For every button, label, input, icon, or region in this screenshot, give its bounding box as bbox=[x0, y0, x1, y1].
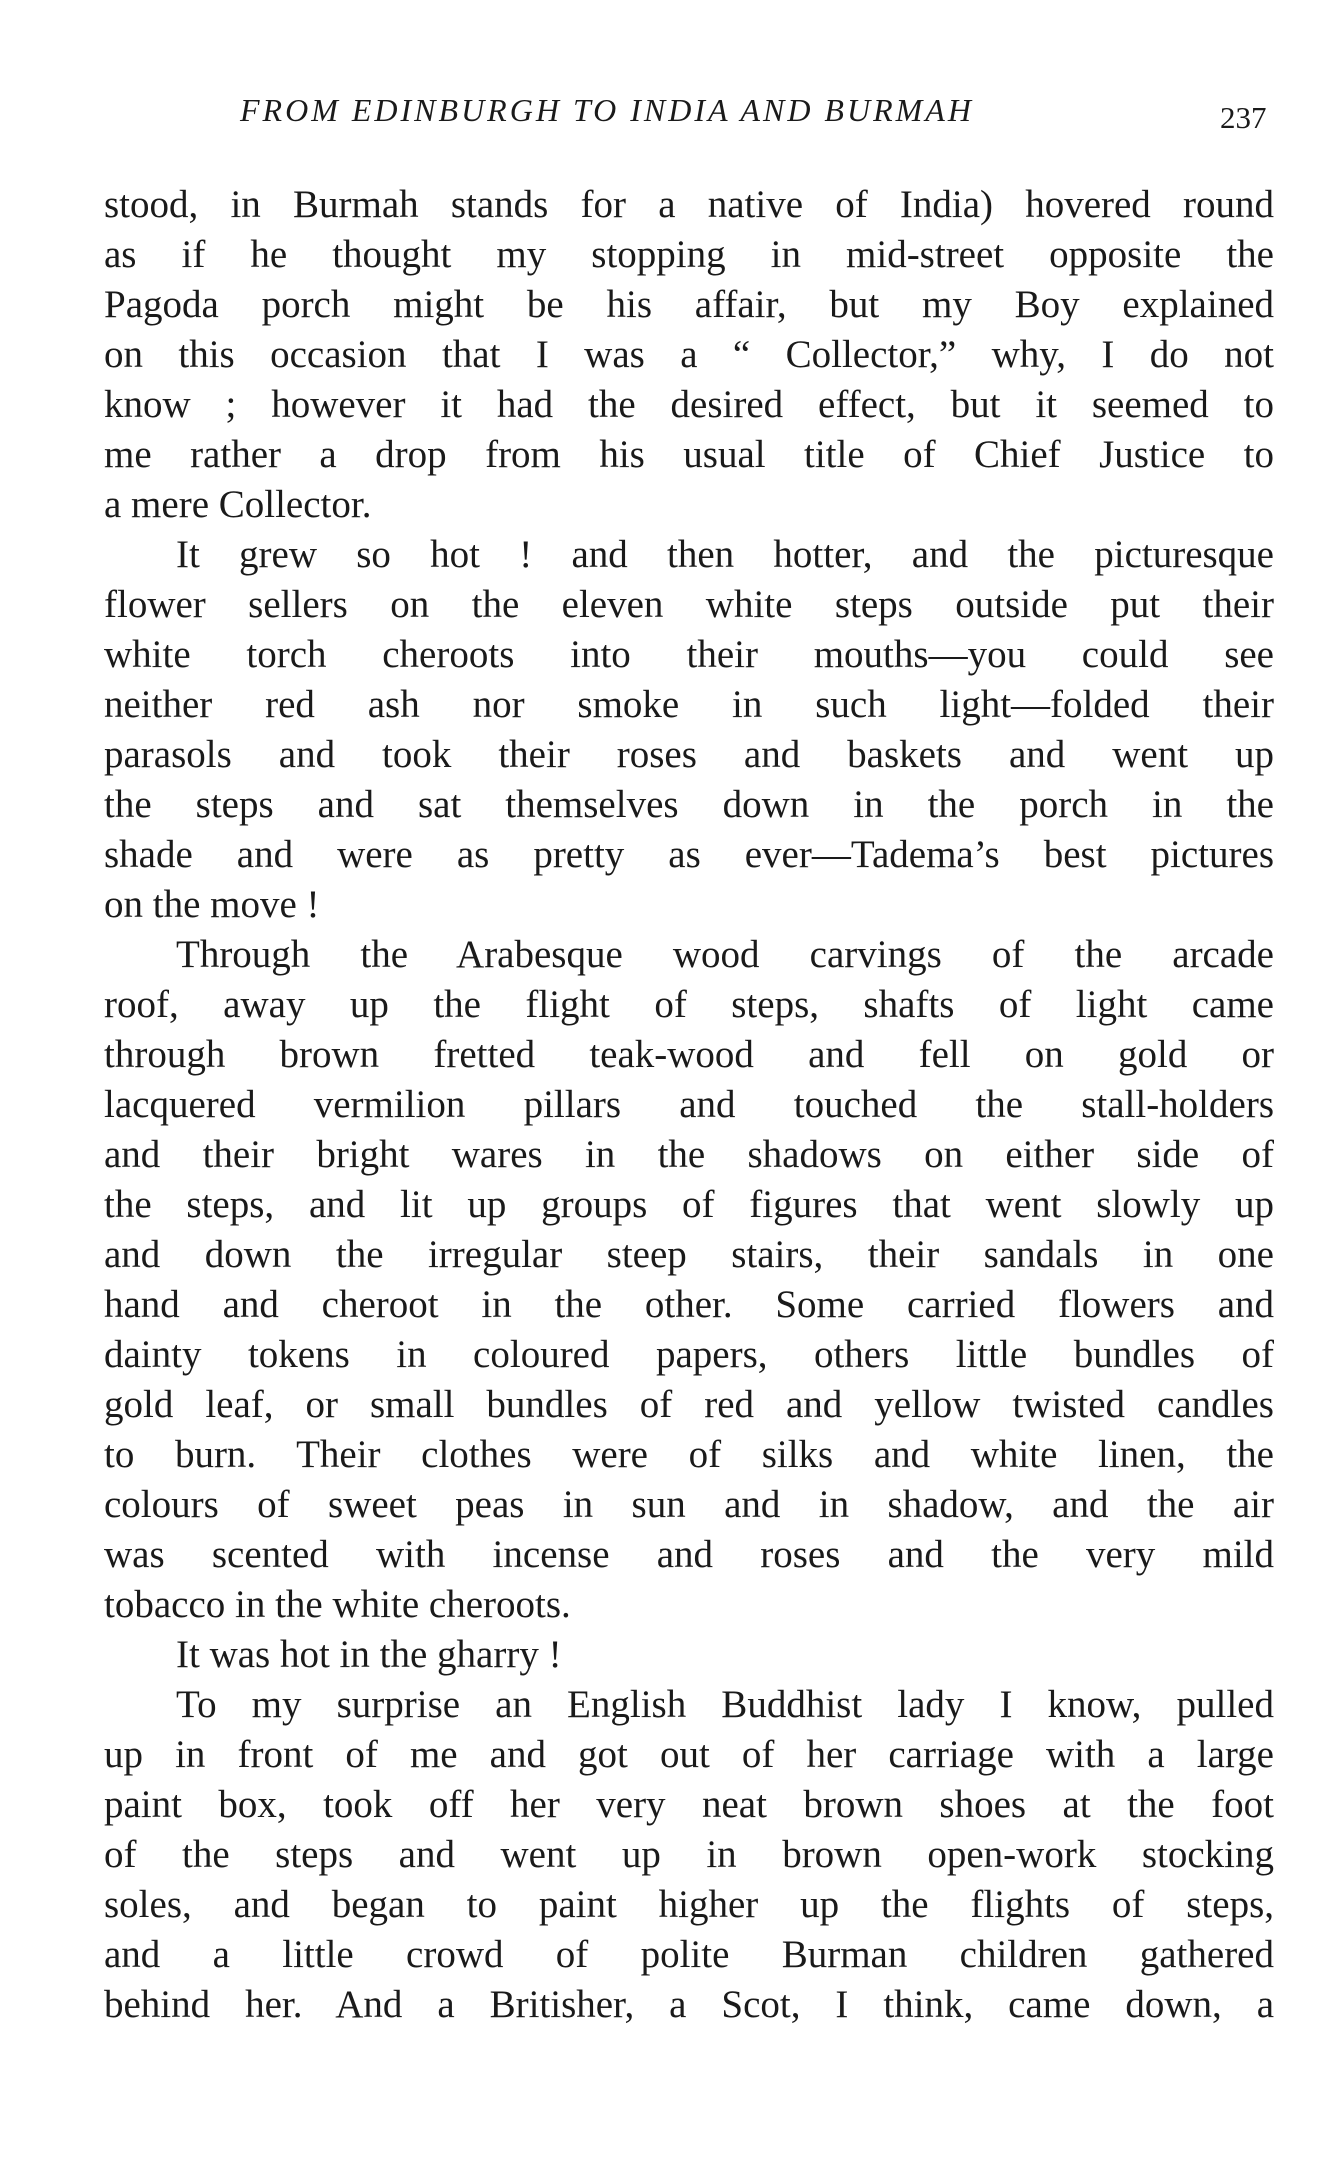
text-line: soles, and began to paint higher up the flights of steps, bbox=[104, 1883, 1274, 1926]
text-line: To my surprise an English Buddhist lady I know, pulled bbox=[176, 1683, 1274, 1726]
body-text bbox=[104, 180, 1274, 2030]
running-header bbox=[104, 92, 1276, 142]
text-line: parasols and took their roses and baskets and went up bbox=[104, 733, 1274, 776]
text-line: paint box, took off her very neat brown shoes at the foot bbox=[104, 1783, 1274, 1826]
text-line: a mere Collector. bbox=[104, 483, 372, 526]
text-line: was scented with incense and roses and the very mild bbox=[104, 1533, 1274, 1576]
text-line: through brown fretted teak-wood and fell on gold or bbox=[104, 1033, 1274, 1076]
text-line: neither red ash nor smoke in such light—folded their bbox=[104, 683, 1274, 726]
text-line: white torch cheroots into their mouths—you could see bbox=[104, 633, 1274, 676]
text-line: behind her. And a Britisher, a Scot, I think, came down, a bbox=[104, 1983, 1274, 2026]
text-line: hand and cheroot in the other. Some carried flowers and bbox=[104, 1283, 1274, 1326]
text-line: as if he thought my stopping in mid-street opposite the bbox=[104, 233, 1274, 276]
text-line: the steps and sat themselves down in the porch in the bbox=[104, 783, 1274, 826]
text-line: shade and were as pretty as ever—Tadema’s best pictures bbox=[104, 833, 1274, 876]
text-line: to burn. Their clothes were of silks and white linen, the bbox=[104, 1433, 1274, 1476]
text-line: on the move ! bbox=[104, 883, 320, 926]
text-line: stood, in Burmah stands for a native of India) hovered round bbox=[104, 183, 1274, 226]
text-line: up in front of me and got out of her carriage with a large bbox=[104, 1733, 1274, 1776]
text-line: of the steps and went up in brown open-work stocking bbox=[104, 1833, 1274, 1876]
text-line: dainty tokens in coloured papers, others little bundles of bbox=[104, 1333, 1274, 1376]
text-line: know ; however it had the desired effect, but it seemed to bbox=[104, 383, 1274, 426]
text-line: Pagoda porch might be his affair, but my Boy explained bbox=[104, 283, 1274, 326]
text-line: and down the irregular steep stairs, their sandals in one bbox=[104, 1233, 1274, 1276]
text-line: colours of sweet peas in sun and in shadow, and the air bbox=[104, 1483, 1274, 1526]
text-line: and their bright wares in the shadows on either side of bbox=[104, 1133, 1274, 1176]
text-line: Through the Arabesque wood carvings of the arcade bbox=[176, 933, 1274, 976]
running-title: FROM EDINBURGH TO INDIA AND BURMAH bbox=[240, 92, 974, 128]
page-number: 237 bbox=[1220, 100, 1267, 135]
text-line: the steps, and lit up groups of figures that went slowly up bbox=[104, 1183, 1274, 1226]
text-line: me rather a drop from his usual title of Chief Justice to bbox=[104, 433, 1274, 476]
text-line: flower sellers on the eleven white steps outside put their bbox=[104, 583, 1274, 626]
text-line: tobacco in the white cheroots. bbox=[104, 1583, 571, 1626]
text-line: gold leaf, or small bundles of red and yellow twisted candles bbox=[104, 1383, 1274, 1426]
text-line: It was hot in the gharry ! bbox=[176, 1633, 562, 1676]
text-line: on this occasion that I was a “ Collector,” why, I do not bbox=[104, 333, 1274, 376]
text-line: lacquered vermilion pillars and touched the stall-holders bbox=[104, 1083, 1274, 1126]
text-line: and a little crowd of polite Burman children gathered bbox=[104, 1933, 1274, 1976]
text-line: roof, away up the flight of steps, shafts of light came bbox=[104, 983, 1274, 1026]
text-line: It grew so hot ! and then hotter, and the picturesque bbox=[176, 533, 1274, 576]
